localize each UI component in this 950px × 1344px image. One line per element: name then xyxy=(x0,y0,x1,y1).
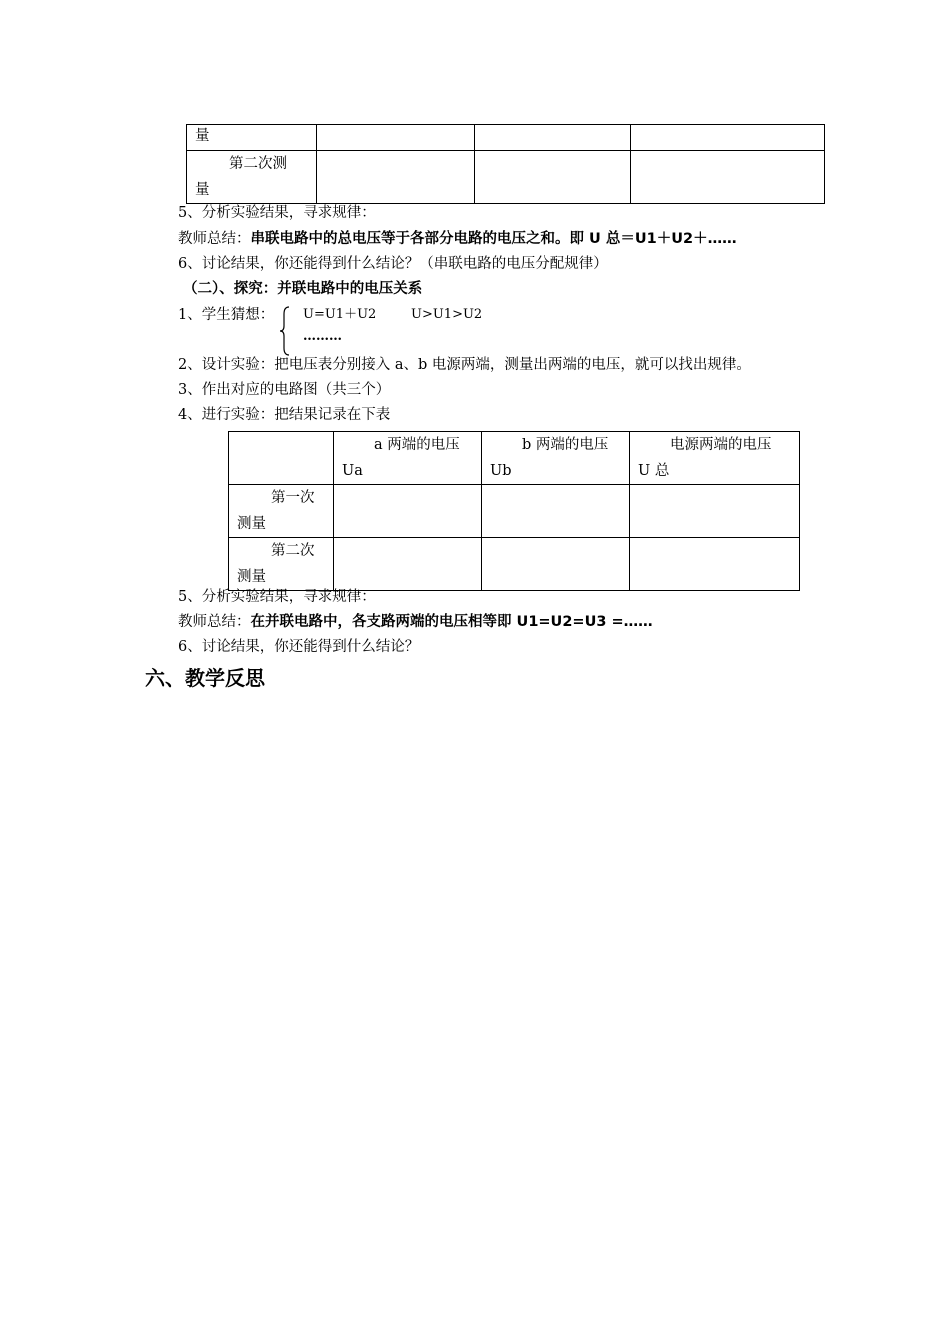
table-row-label: 第一次 测量 xyxy=(229,485,334,538)
series-step5: 5、分析实验结果，寻求规律： xyxy=(178,205,376,221)
series-teacher-summary: 教师总结：串联电路中的总电压等于各部分电路的电压之和。即 U 总＝U1＋U2＋…… xyxy=(178,231,737,247)
parallel-step6: 6、讨论结果，你还能得到什么结论？ xyxy=(178,639,420,655)
guess-option-2: U>U1>U2 xyxy=(411,307,483,322)
table-cell xyxy=(482,538,630,591)
parallel-voltage-table xyxy=(228,431,800,591)
table-cell xyxy=(631,125,825,151)
table-cell xyxy=(482,485,630,538)
guess-option-1: U=U1＋U2 xyxy=(303,307,377,322)
table-header: b 两端的电压 Ub xyxy=(482,432,630,485)
brace-icon xyxy=(280,306,290,356)
table-cell xyxy=(630,538,800,591)
table-row-label: 量 xyxy=(187,125,317,151)
table-cell xyxy=(317,125,475,151)
parallel-section-title: （二）、探究：并联电路中的电压关系 xyxy=(183,281,423,297)
table-row-label: 第二次测 量 xyxy=(187,151,317,204)
table-cell xyxy=(317,151,475,204)
table-header-empty xyxy=(229,432,334,485)
parallel-step2: 2、设计实验：把电压表分别接入 a、b 电源两端，测量出两端的电压，就可以找出规律。 xyxy=(178,357,751,373)
series-voltage-table xyxy=(186,124,825,204)
parallel-teacher-summary: 教师总结：在并联电路中，各支路两端的电压相等即 U1=U2=U3 =…… xyxy=(178,614,653,630)
table-cell xyxy=(631,151,825,204)
table-cell xyxy=(630,485,800,538)
parallel-step5: 5、分析实验结果，寻求规律： xyxy=(178,589,376,605)
table-cell xyxy=(334,538,482,591)
parallel-step3: 3、作出对应的电路图（共三个） xyxy=(178,382,391,398)
table-header: a 两端的电压 Ua xyxy=(334,432,482,485)
guess-option-ellipsis: ……… xyxy=(303,329,342,344)
section-heading-reflection: 六、教学反思 xyxy=(145,666,265,690)
table-header: 电源两端的电压 U 总 xyxy=(630,432,800,485)
table-row-label: 第二次 测量 xyxy=(229,538,334,591)
table-cell xyxy=(475,151,631,204)
table-cell xyxy=(475,125,631,151)
table-cell xyxy=(334,485,482,538)
series-step6: 6、讨论结果，你还能得到什么结论？（串联电路的电压分配规律） xyxy=(178,256,608,272)
parallel-step4: 4、进行实验：把结果记录在下表 xyxy=(178,407,391,423)
guess-label: 1、学生猜想： xyxy=(178,307,275,323)
